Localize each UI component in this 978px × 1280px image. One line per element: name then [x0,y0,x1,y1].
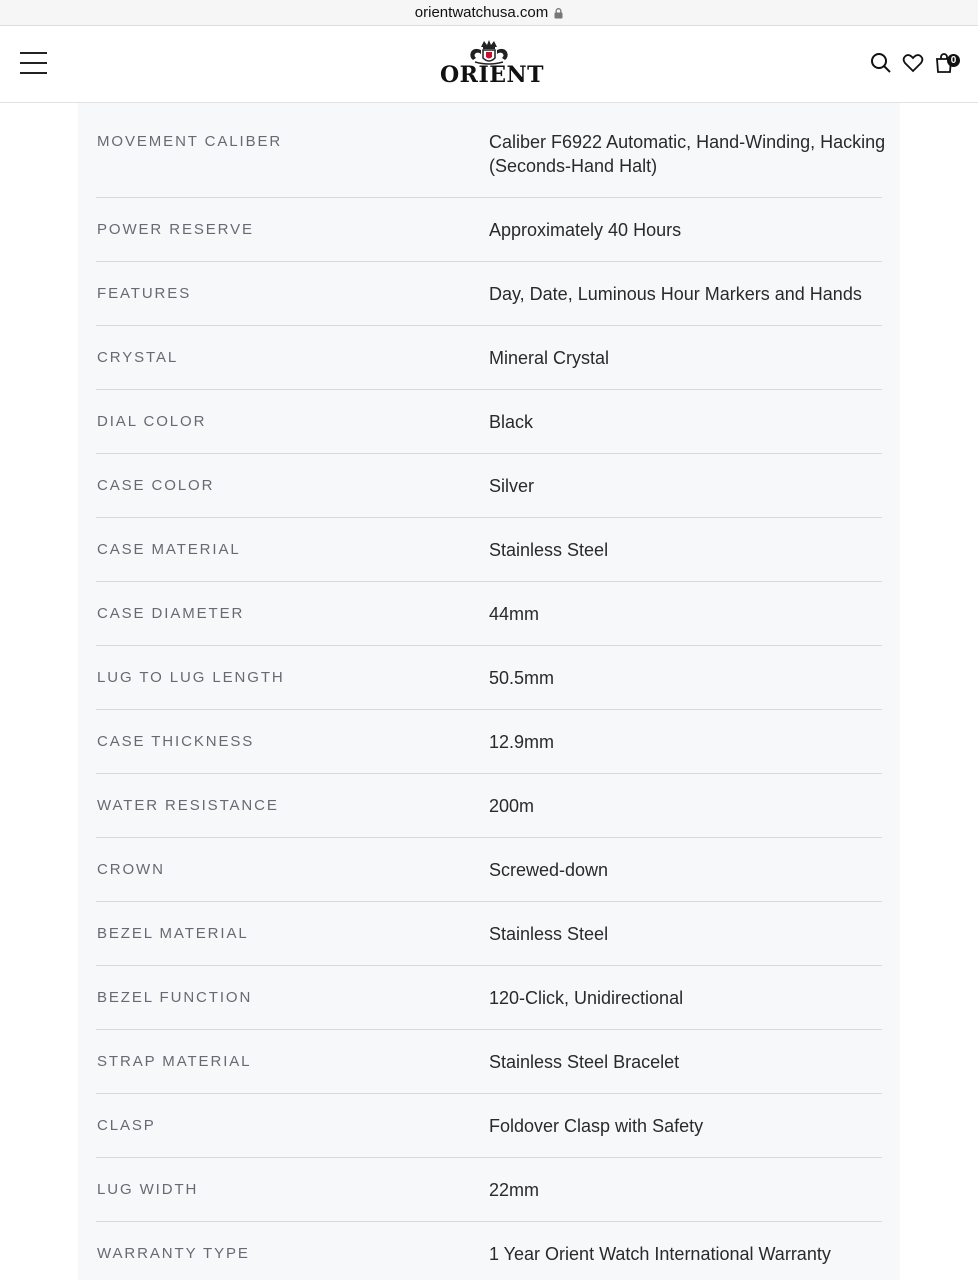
spec-label: CASE DIAMETER [97,605,245,622]
spec-row [96,541,882,582]
spec-label: MOVEMENT CALIBER [97,133,283,150]
spec-row [96,477,882,518]
spec-row [96,925,882,966]
spec-value: Approximately 40 Hours [489,220,682,240]
address-bar[interactable] [0,0,978,26]
url-text: orientwatchusa.com [414,4,549,21]
spec-row [96,669,882,710]
spec-value: Screwed-down [489,860,609,880]
spec-value: 44mm [489,604,540,624]
spec-label: LUG TO LUG LENGTH [97,669,285,686]
search-icon[interactable] [870,52,892,74]
spec-row [96,349,882,390]
spec-label: CRYSTAL [97,349,179,366]
spec-label: CROWN [97,861,165,878]
spec-row [96,733,882,774]
spec-row [96,1245,882,1279]
spec-value: Caliber F6922 Automatic, Hand-Winding, Hacking (Seconds-Hand Halt) [489,132,886,176]
spec-value: 22mm [489,1180,540,1200]
spec-row [96,1053,882,1094]
heart-icon[interactable] [902,52,924,74]
spec-row [96,285,882,326]
spec-row [96,989,882,1030]
spec-label: CASE COLOR [97,477,215,494]
menu-icon[interactable] [20,52,47,74]
spec-value: Mineral Crystal [489,348,610,368]
spec-label: DIAL COLOR [97,413,207,430]
spec-value: Black [489,412,534,432]
spec-label: BEZEL MATERIAL [97,925,249,942]
spec-value: 12.9mm [489,732,555,752]
spec-value: 120-Click, Unidirectional [489,988,684,1008]
spec-value: Stainless Steel Bracelet [489,1052,680,1072]
spec-label: WATER RESISTANCE [97,797,279,814]
spec-row [96,797,882,838]
specifications-table [78,103,900,1280]
spec-label: POWER RESERVE [97,221,254,238]
spec-label: LUG WIDTH [97,1181,199,1198]
lock-icon [554,6,563,17]
spec-row [96,221,882,262]
brand-wordmark: ORIENT [440,62,544,88]
spec-label: CASE THICKNESS [97,733,255,750]
spec-label: STRAP MATERIAL [97,1053,252,1070]
spec-label: CLASP [97,1117,156,1134]
spec-value: Day, Date, Luminous Hour Markers and Hands [489,284,862,304]
spec-value: Silver [489,476,535,496]
spec-row [96,605,882,646]
cart-count-badge: 0 [947,54,960,67]
spec-row [96,132,886,198]
spec-value: 50.5mm [489,668,555,688]
spec-label: WARRANTY TYPE [97,1245,250,1262]
spec-row [96,1117,882,1158]
site-header [0,26,978,103]
spec-label: CASE MATERIAL [97,541,241,558]
spec-value: 1 Year Orient Watch International Warranty [489,1244,831,1264]
spec-label: BEZEL FUNCTION [97,989,253,1006]
spec-label: FEATURES [97,285,192,302]
cart-icon[interactable] [934,52,956,74]
brand-logo[interactable] [440,38,544,90]
spec-row [96,1181,882,1222]
spec-value: Stainless Steel [489,924,609,944]
spec-row [96,861,882,902]
spec-value: Stainless Steel [489,540,609,560]
spec-value: Foldover Clasp with Safety [489,1116,704,1136]
spec-value: 200m [489,796,535,816]
spec-row [96,413,882,454]
